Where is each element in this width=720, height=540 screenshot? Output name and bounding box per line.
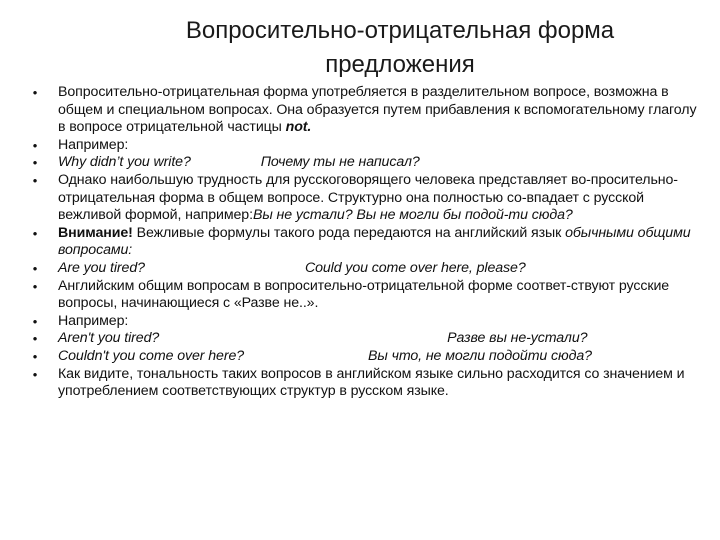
bullet-text: Например: [58, 136, 129, 153]
bullet-icon: • [32, 348, 38, 364]
example-english: Could you come over here, please? [304, 259, 526, 276]
bullet-emphasis: not. [285, 119, 312, 136]
bullet-icon: • [32, 278, 38, 294]
bullet-text: Однако наибольшую трудность для русскоговорящего человека представляет во-просительно-отрицательная форма в общем вопросе. Структурно она полностью со-впадает с русской вежливой формой, например: [58, 171, 678, 224]
example-english: Couldn't you come over here? [58, 347, 245, 364]
bullet-icon: • [32, 313, 38, 329]
bullet-icon: • [32, 155, 38, 171]
list-item [30, 366, 700, 401]
bullet-text: Как видите, тональность таких вопросов в английском языке сильно расходится со значением и употреблением соответствующих структур в русском языке. [58, 365, 685, 400]
list-item [30, 348, 700, 366]
bullet-icon: • [32, 172, 38, 188]
example-russian: Почему ты не написал? [260, 154, 420, 171]
list-item [30, 137, 700, 155]
list-item [30, 225, 700, 260]
bullet-text: Вежливые формулы такого рода передаются на английский язык [132, 224, 562, 241]
list-item [30, 84, 700, 137]
example-english: Why didn’t you write? [58, 154, 191, 171]
example-russian: Вы не устали? Вы не могли бы подой-ти сюда? [252, 207, 573, 224]
bullet-text: Например: [58, 312, 129, 329]
title-line-2: предложения [325, 51, 475, 78]
bullet-icon: • [32, 331, 38, 347]
example-english: Are you tired? [58, 259, 145, 276]
list-item [30, 330, 700, 348]
bullet-icon: • [32, 137, 38, 153]
bullet-list [30, 84, 700, 401]
list-item [30, 172, 700, 225]
bullet-icon: • [32, 85, 38, 100]
attention-label: Внимание! [58, 224, 133, 241]
list-item [30, 313, 700, 331]
bullet-emphasis: обычными общими вопросами: [58, 224, 691, 259]
list-item [30, 154, 700, 172]
bullet-icon: • [32, 366, 38, 382]
bullet-text: Вопросительно-отрицательная форма употребляется в разделительном вопросе, возможна в общем и специальном вопросах. Она образуется путем прибавления к вспомогательному глаголу в вопросе отрицательной частицы [58, 84, 697, 136]
example-russian: Вы что, не могли подойти сюда? [368, 347, 592, 364]
page-title [100, 14, 700, 82]
title-line-1: Вопросительно-отрицательная форма [185, 17, 615, 44]
example-english: Aren't you tired? [58, 330, 160, 347]
list-item [30, 260, 700, 278]
bullet-text: Английским общим вопросам в вопросительно-отрицательной форме соответ-ствуют русские вопросы, начинающиеся с «Разве не..». [58, 277, 670, 312]
example-russian: Разве вы не-устали? [447, 330, 588, 347]
bullet-icon: • [32, 260, 38, 276]
bullet-icon: • [32, 225, 38, 241]
list-item [30, 278, 700, 313]
